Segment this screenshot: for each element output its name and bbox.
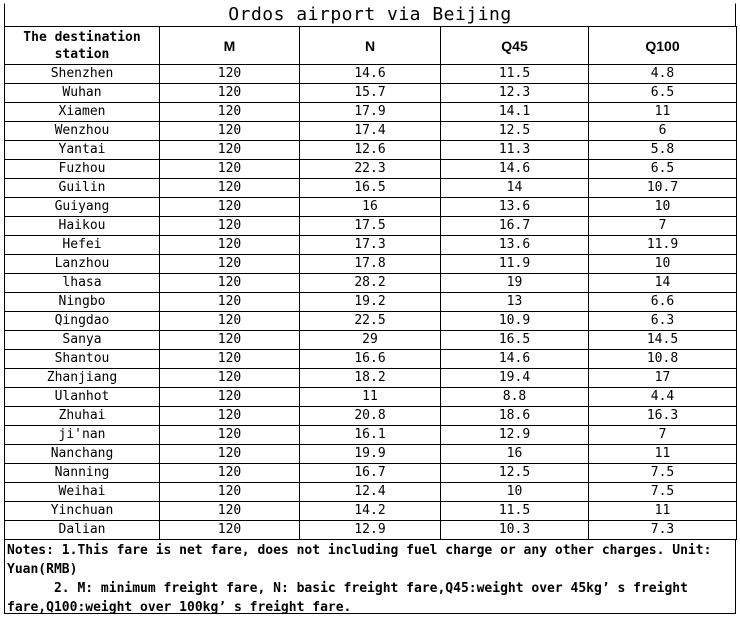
cell-n: 28.2 [300, 274, 441, 293]
cell-q100: 7 [589, 426, 737, 445]
cell-station: Wenzhou [5, 122, 160, 141]
cell-q45: 14.6 [441, 160, 589, 179]
cell-station: Qingdao [5, 312, 160, 331]
cell-q45: 14.6 [441, 350, 589, 369]
cell-station: Dalian [5, 521, 160, 540]
cell-m: 120 [160, 84, 300, 103]
cell-n: 17.9 [300, 103, 441, 122]
column-header-station: The destination station [5, 27, 160, 65]
table-row [5, 464, 737, 483]
header-row [5, 27, 737, 65]
column-header-n: N [300, 27, 441, 65]
cell-m: 120 [160, 141, 300, 160]
cell-m: 120 [160, 445, 300, 464]
cell-n: 12.4 [300, 483, 441, 502]
cell-q100: 6 [589, 122, 737, 141]
cell-q45: 16 [441, 445, 589, 464]
fare-table [4, 26, 737, 540]
table-row [5, 369, 737, 388]
cell-n: 14.6 [300, 65, 441, 84]
cell-q45: 14.1 [441, 103, 589, 122]
cell-n: 16.6 [300, 350, 441, 369]
cell-n: 11 [300, 388, 441, 407]
cell-station: Guilin [5, 179, 160, 198]
cell-station: Nanchang [5, 445, 160, 464]
cell-m: 120 [160, 483, 300, 502]
cell-station: Weihai [5, 483, 160, 502]
cell-m: 120 [160, 236, 300, 255]
table-row [5, 445, 737, 464]
table-row [5, 103, 737, 122]
column-header-q100: Q100 [589, 27, 737, 65]
cell-station: lhasa [5, 274, 160, 293]
cell-n: 17.8 [300, 255, 441, 274]
cell-q100: 11 [589, 502, 737, 521]
cell-n: 29 [300, 331, 441, 350]
cell-station: Hefei [5, 236, 160, 255]
note-2: 2. M: minimum freight fare, N: basic freight fare,Q45:weight over 45kg’ s freight fare,Q100:weight over 100kg’ s freight fare. [7, 581, 696, 615]
cell-station: Yinchuan [5, 502, 160, 521]
cell-q45: 11.5 [441, 502, 589, 521]
cell-station: Ulanhot [5, 388, 160, 407]
cell-q45: 16.5 [441, 331, 589, 350]
cell-q45: 18.6 [441, 407, 589, 426]
cell-m: 120 [160, 312, 300, 331]
cell-n: 16.5 [300, 179, 441, 198]
table-row [5, 255, 737, 274]
cell-q100: 5.8 [589, 141, 737, 160]
cell-q100: 10 [589, 198, 737, 217]
cell-m: 120 [160, 426, 300, 445]
cell-m: 120 [160, 160, 300, 179]
cell-q100: 7.5 [589, 483, 737, 502]
table-row [5, 426, 737, 445]
notes-block [4, 540, 736, 614]
cell-m: 120 [160, 122, 300, 141]
cell-q45: 10.9 [441, 312, 589, 331]
table-row [5, 198, 737, 217]
fare-table-body [5, 65, 737, 540]
cell-q100: 4.4 [589, 388, 737, 407]
table-row [5, 84, 737, 103]
cell-q100: 11.9 [589, 236, 737, 255]
table-row [5, 483, 737, 502]
cell-station: Zhanjiang [5, 369, 160, 388]
cell-m: 120 [160, 274, 300, 293]
cell-m: 120 [160, 217, 300, 236]
cell-q45: 14 [441, 179, 589, 198]
cell-q45: 12.9 [441, 426, 589, 445]
cell-station: Zhuhai [5, 407, 160, 426]
cell-q45: 13 [441, 293, 589, 312]
cell-m: 120 [160, 350, 300, 369]
cell-q100: 17 [589, 369, 737, 388]
cell-q100: 7 [589, 217, 737, 236]
cell-station: Shenzhen [5, 65, 160, 84]
cell-station: Ningbo [5, 293, 160, 312]
cell-m: 120 [160, 103, 300, 122]
cell-q45: 10 [441, 483, 589, 502]
cell-station: Yantai [5, 141, 160, 160]
cell-m: 120 [160, 502, 300, 521]
cell-m: 120 [160, 369, 300, 388]
cell-m: 120 [160, 65, 300, 84]
cell-q100: 16.3 [589, 407, 737, 426]
cell-q100: 7.5 [589, 464, 737, 483]
cell-n: 17.5 [300, 217, 441, 236]
cell-station: Lanzhou [5, 255, 160, 274]
table-row [5, 160, 737, 179]
cell-m: 120 [160, 293, 300, 312]
cell-q45: 11.9 [441, 255, 589, 274]
cell-m: 120 [160, 198, 300, 217]
cell-station: Nanning [5, 464, 160, 483]
cell-q45: 13.6 [441, 198, 589, 217]
cell-m: 120 [160, 331, 300, 350]
cell-q45: 11.3 [441, 141, 589, 160]
cell-m: 120 [160, 255, 300, 274]
column-header-q45: Q45 [441, 27, 589, 65]
cell-n: 14.2 [300, 502, 441, 521]
cell-n: 16.1 [300, 426, 441, 445]
cell-n: 17.4 [300, 122, 441, 141]
cell-q45: 13.6 [441, 236, 589, 255]
cell-q45: 16.7 [441, 217, 589, 236]
cell-n: 16.7 [300, 464, 441, 483]
cell-station: ji'nan [5, 426, 160, 445]
table-row [5, 293, 737, 312]
cell-q100: 7.3 [589, 521, 737, 540]
cell-q100: 6.3 [589, 312, 737, 331]
table-row [5, 331, 737, 350]
table-row [5, 502, 737, 521]
cell-q45: 19.4 [441, 369, 589, 388]
cell-q100: 10 [589, 255, 737, 274]
table-row [5, 179, 737, 198]
cell-station: Xiamen [5, 103, 160, 122]
table-row [5, 122, 737, 141]
table-row [5, 141, 737, 160]
cell-q100: 11 [589, 103, 737, 122]
cell-n: 22.5 [300, 312, 441, 331]
cell-station: Shantou [5, 350, 160, 369]
cell-m: 120 [160, 521, 300, 540]
cell-station: Sanya [5, 331, 160, 350]
cell-n: 12.6 [300, 141, 441, 160]
cell-q45: 8.8 [441, 388, 589, 407]
sheet-title: Ordos airport via Beijing [4, 3, 736, 26]
cell-m: 120 [160, 179, 300, 198]
table-row [5, 217, 737, 236]
table-row [5, 312, 737, 331]
cell-q100: 4.8 [589, 65, 737, 84]
note-1: Notes: 1.This fare is net fare, does not including fuel charge or any other charges. Unit: Yuan(RMB) [7, 543, 720, 577]
fare-sheet [4, 3, 736, 614]
column-header-m: M [160, 27, 300, 65]
cell-q45: 12.5 [441, 464, 589, 483]
cell-m: 120 [160, 388, 300, 407]
cell-q45: 12.5 [441, 122, 589, 141]
cell-n: 18.2 [300, 369, 441, 388]
cell-n: 19.9 [300, 445, 441, 464]
cell-station: Fuzhou [5, 160, 160, 179]
cell-n: 22.3 [300, 160, 441, 179]
cell-q45: 19 [441, 274, 589, 293]
cell-q100: 14.5 [589, 331, 737, 350]
table-row [5, 521, 737, 540]
cell-n: 15.7 [300, 84, 441, 103]
cell-q45: 12.3 [441, 84, 589, 103]
cell-n: 16 [300, 198, 441, 217]
cell-n: 12.9 [300, 521, 441, 540]
cell-q100: 11 [589, 445, 737, 464]
table-row [5, 236, 737, 255]
table-row [5, 350, 737, 369]
cell-q100: 6.5 [589, 160, 737, 179]
cell-station: Wuhan [5, 84, 160, 103]
cell-n: 17.3 [300, 236, 441, 255]
table-row [5, 65, 737, 84]
cell-station: Guiyang [5, 198, 160, 217]
cell-m: 120 [160, 464, 300, 483]
table-row [5, 274, 737, 293]
table-row [5, 388, 737, 407]
cell-q100: 10.8 [589, 350, 737, 369]
cell-n: 20.8 [300, 407, 441, 426]
cell-q45: 11.5 [441, 65, 589, 84]
cell-q100: 6.6 [589, 293, 737, 312]
cell-station: Haikou [5, 217, 160, 236]
cell-q100: 14 [589, 274, 737, 293]
cell-q45: 10.3 [441, 521, 589, 540]
cell-m: 120 [160, 407, 300, 426]
table-row [5, 407, 737, 426]
cell-n: 19.2 [300, 293, 441, 312]
cell-q100: 10.7 [589, 179, 737, 198]
cell-q100: 6.5 [589, 84, 737, 103]
